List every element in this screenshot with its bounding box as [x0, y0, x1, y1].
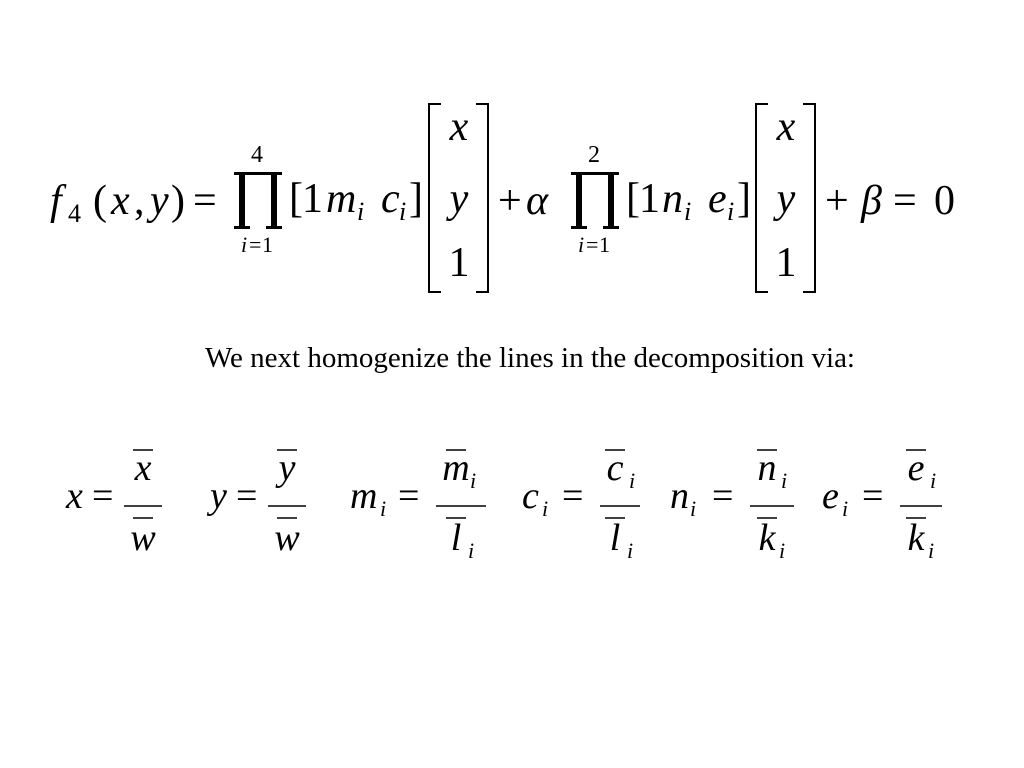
row2-left-bracket: [: [626, 176, 640, 222]
subst-numerator: c: [606, 447, 624, 489]
vector-y: y: [449, 176, 469, 222]
row-c: c: [381, 176, 400, 222]
subst-numerator-subscript: i: [470, 468, 477, 493]
beta-symbol: β: [861, 178, 882, 224]
zero: 0: [934, 178, 955, 224]
product-lower-eq: =: [249, 232, 262, 257]
vector-one: 1: [448, 240, 470, 286]
plus-sign-2: +: [825, 178, 849, 224]
equals-sign-2: =: [893, 178, 917, 224]
product-index: i: [241, 232, 248, 257]
row2-e: e: [708, 176, 727, 222]
row2-n-subscript: i: [684, 197, 692, 226]
subst-denominator-subscript: i: [779, 538, 786, 563]
alpha-symbol: α: [526, 178, 549, 224]
row-c-subscript: i: [399, 197, 407, 226]
arg-y: y: [150, 178, 169, 224]
product-lower-start: 1: [262, 232, 273, 257]
subst-equals: =: [712, 475, 734, 517]
row2-one: 1: [639, 176, 660, 222]
subst-numerator-subscript: i: [629, 468, 636, 493]
row2-e-subscript: i: [727, 197, 735, 226]
function-subscript: 4: [68, 199, 81, 228]
subst-numerator-subscript: i: [930, 468, 937, 493]
row2-right-bracket: ]: [737, 176, 751, 222]
vector2-x: x: [776, 104, 796, 150]
subst-numerator: x: [134, 447, 152, 489]
subst-denominator: l: [450, 517, 462, 559]
subst-equals: =: [562, 475, 584, 517]
subst-denominator: w: [130, 517, 156, 559]
subst-denominator: w: [274, 517, 300, 559]
subst-denominator: k: [758, 517, 776, 559]
arg-x: x: [111, 178, 130, 224]
caption-text: We next homogenize the lines in the decomposition via:: [204, 342, 855, 374]
left-paren: (: [93, 178, 107, 224]
plus-sign: +: [498, 178, 522, 224]
subst-equals: =: [236, 475, 258, 517]
subst-lhs: x: [66, 475, 83, 517]
subst-lhs: e: [822, 475, 839, 517]
row-left-bracket: [: [289, 176, 303, 222]
vector2-right-bracket: [803, 104, 815, 292]
row-one: 1: [302, 176, 323, 222]
main-equation: [0, 0, 1024, 330]
vector-right-bracket: [476, 104, 488, 292]
subst-lhs-subscript: i: [542, 496, 549, 521]
function-symbol: f: [50, 178, 62, 224]
product-symbol-icon-2: [571, 172, 619, 229]
subst-numerator: n: [757, 447, 777, 489]
row-m-subscript: i: [357, 197, 365, 226]
subst-numerator: y: [278, 447, 296, 489]
subst-lhs-subscript: i: [380, 496, 387, 521]
subst-denominator-subscript: i: [627, 538, 634, 563]
subst-denominator-subscript: i: [468, 538, 475, 563]
subst-lhs: y: [210, 475, 227, 517]
substitution-equations: [0, 430, 1024, 610]
row-right-bracket: ]: [409, 176, 423, 222]
product-lower-eq-2: =: [586, 232, 599, 257]
subst-lhs: m: [350, 475, 378, 517]
row-m: m: [326, 176, 357, 222]
subst-lhs: n: [670, 475, 689, 517]
subst-lhs-subscript: i: [690, 496, 697, 521]
subst-numerator: e: [907, 447, 925, 489]
vector2-left-bracket: [756, 104, 768, 292]
subst-denominator: k: [907, 517, 925, 559]
vector2-one: 1: [775, 240, 797, 286]
vector-x: x: [449, 104, 469, 150]
product-upper-limit: 4: [251, 142, 263, 168]
equals-sign: =: [193, 178, 217, 224]
subst-numerator: m: [442, 447, 470, 489]
subst-denominator: l: [609, 517, 621, 559]
vector2-y: y: [776, 176, 796, 222]
subst-numerator-subscript: i: [781, 468, 788, 493]
subst-denominator-subscript: i: [928, 538, 935, 563]
product-lower-start-2: 1: [599, 232, 610, 257]
subst-equals: =: [92, 475, 114, 517]
subst-lhs: c: [522, 475, 539, 517]
subst-lhs-subscript: i: [842, 496, 849, 521]
product-index-2: i: [578, 232, 585, 257]
product-symbol-icon: [234, 172, 282, 229]
right-paren: ): [171, 178, 185, 224]
subst-equals: =: [862, 475, 884, 517]
subst-equals: =: [398, 475, 420, 517]
vector-left-bracket: [429, 104, 441, 292]
row2-n: n: [662, 176, 683, 222]
product-upper-limit-2: 2: [588, 142, 600, 168]
comma: ,: [134, 178, 145, 224]
